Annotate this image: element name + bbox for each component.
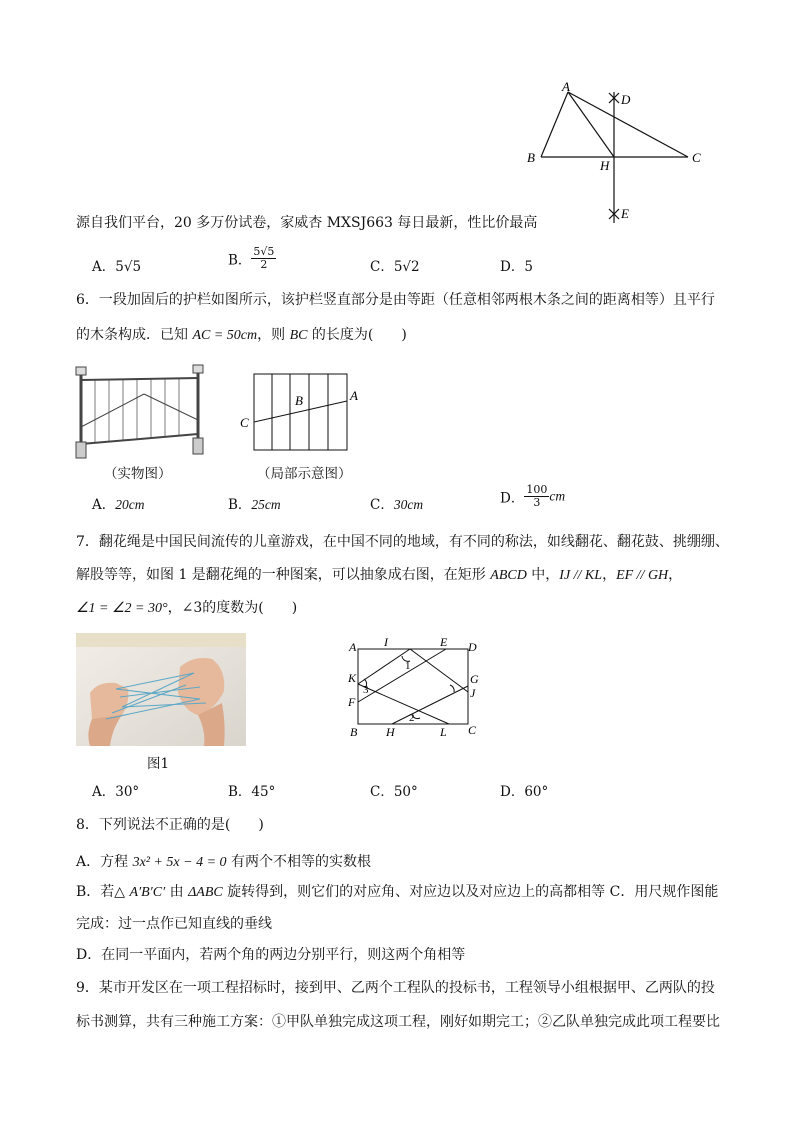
string-game-photo [76,633,246,746]
label-A: A [562,79,570,94]
q5-option-a[interactable] [92,255,141,275]
label-E: E [621,206,629,221]
triangle-figure [520,78,720,228]
q6-option-c-value: 30cm [393,497,424,512]
q5-option-d-label: D． [500,259,525,275]
q6-option-d-unit: cm [549,488,566,504]
q7-angles: ∠1 = ∠2 = 30° [76,601,168,616]
q7-stem-line1: 7．翻花绳是中国民间流传的儿童游戏，在中国不同的地域，有不同的称法，如线翻花、翻花鼓、挑绷绷、 [76,534,729,550]
q8-option-b-text: B．若△ [76,884,130,900]
q5-option-b-numerator: 5√5 [253,245,275,258]
q7-label-J: J [470,686,476,700]
q7-option-c-value: 50° [393,784,418,800]
q5-option-c-value: 5√2 [393,259,420,275]
q6-caption-photo: （实物图） [104,466,172,482]
q6-label-A: A [350,388,358,403]
q8-option-a-text: A．方程 [76,854,133,870]
q6-option-a[interactable] [92,493,145,513]
q5-option-a-value: 5√5 [115,259,142,275]
rectangle-diagram [344,632,486,740]
q7-option-a-value: 30° [115,784,140,800]
q7-text-a: 解股等等，如图 1 是翻花绳的一种图案，可以抽象成右图，在矩形 [76,567,491,583]
q5-option-c-label: C． [370,259,394,275]
q7-label-C: C [468,723,477,737]
q7-rect-abcd: ABCD [490,568,527,583]
q7-option-c-label: C． [370,784,394,800]
q8-option-b-text-3: 旋转得到，则它们的对应角、对应边以及对应边上的高都相等 C．用尺规作图能 [222,884,719,900]
q7-text-c: ， [602,567,617,583]
q5-option-d[interactable] [500,255,533,275]
q7-parallel-2: EF // GH [616,568,669,583]
q7-text-b: 中， [526,567,560,583]
q7-fig1-caption: 图1 [147,756,170,772]
q7-option-a-label: A． [92,784,116,800]
q9-stem-line2: 标书测算，共有三种施工方案：①甲队单独完成这项工程，刚好如期完工；②乙队单独完成此项工程要比 [76,1014,720,1030]
q6-equation: AC = 50cm [192,328,258,343]
q7-stem-line3 [76,598,297,619]
q8-option-b[interactable] [76,882,718,903]
q5-option-b[interactable] [228,246,276,271]
q6-option-b[interactable] [228,493,281,513]
q8-stem: 8．下列说法不正确的是( ) [76,817,264,833]
q5-option-d-value: 5 [524,259,533,275]
q6-caption-schematic: （局部示意图） [257,466,352,482]
q8-option-c[interactable]: 完成：过一点作已知直线的垂线 [76,916,272,932]
label-B: B [527,150,535,165]
q8-option-a[interactable] [76,852,371,873]
q7-text-d: ， [668,567,683,583]
q6-label-B: B [295,393,303,408]
q6-label-C: C [240,415,249,430]
q7-label-F: F [348,695,356,709]
q6-segment-bc: BC [289,328,308,343]
q8-option-b-triangle-2: ΔABC [188,885,223,900]
q8-option-a-equation: 3x² + 5x − 4 = 0 [132,855,227,870]
q7-label-I: I [384,635,388,649]
q7-option-b[interactable] [228,780,275,800]
q8-option-d[interactable]: D．在同一平面内，若两个角的两边分别平行，则这两个角相等 [76,947,466,963]
q7-angle-2: 2 [409,712,415,724]
q6-option-d-numerator: 100 [526,483,548,496]
q7-option-b-label: B． [228,784,252,800]
q8-option-b-text-2: 由 [165,884,189,900]
q6-text-c: 的长度为( ) [307,327,407,343]
q7-label-G: G [470,672,479,686]
railing-photo [72,362,212,462]
q7-label-E: E [440,635,448,649]
q7-stem-line2 [76,565,682,586]
q5-option-a-label: A． [92,259,116,275]
label-C: C [692,150,701,165]
label-H: H [600,158,610,173]
q7-option-c[interactable] [370,780,418,800]
q7-label-A: A [349,640,357,654]
q7-label-B: B [350,725,358,739]
q8-option-a-text-2: 有两个不相等的实数根 [226,854,371,870]
q5-option-c[interactable] [370,255,420,275]
q7-option-b-value: 45° [251,784,276,800]
q7-label-L: L [440,725,447,739]
q6-option-c-label: C． [370,497,394,513]
q7-angle-1: 1 [405,660,411,672]
q7-option-a[interactable] [92,780,139,800]
q6-option-d[interactable] [500,484,565,509]
q7-label-D: D [468,640,477,654]
q7-angle-3: 3 [363,684,369,696]
label-D: D [621,92,631,107]
q5-option-b-denominator: 2 [260,258,268,271]
q6-option-b-value: 25cm [251,497,281,512]
q6-option-a-label: A． [92,497,116,513]
q7-option-d[interactable] [500,780,548,800]
q6-text-a: 的木条构成．已知 [76,327,193,343]
q6-option-c[interactable] [370,493,423,513]
q6-stem-line1: 6．一段加固后的护栏如图所示，该护栏竖直部分是由等距（任意相邻两根木条之间的距离相等）且平行 [76,292,715,308]
q6-option-a-value: 20cm [115,497,145,512]
q7-option-d-value: 60° [524,784,549,800]
railing-schematic [236,370,366,456]
q6-option-d-label: D． [500,490,525,507]
q6-option-d-fraction [524,484,549,509]
q6-stem-line2 [76,325,407,346]
q7-option-d-label: D． [500,784,525,800]
q8-option-b-triangle-1: A′B′C′ [129,885,166,900]
q6-option-d-denominator: 3 [533,496,541,509]
q7-label-H: H [386,725,395,739]
q7-label-K: K [348,671,357,685]
q5-option-b-fraction [251,246,276,271]
q7-text-e: ，∠3的度数为( ) [167,600,298,616]
q6-text-b: ，则 [257,327,290,343]
ad-text: 源自我们平台，20 多万份试卷，家威杏 MXSJ663 每日最新，性比价最高 [76,215,538,231]
q7-parallel-1: IJ // KL [559,568,603,583]
q6-option-b-label: B． [228,497,252,513]
q5-option-b-label: B． [228,252,252,269]
q9-stem-line1: 9．某市开发区在一项工程招标时，接到甲、乙两个工程队的投标书，工程领导小组根据甲、乙两队的投 [76,980,715,996]
